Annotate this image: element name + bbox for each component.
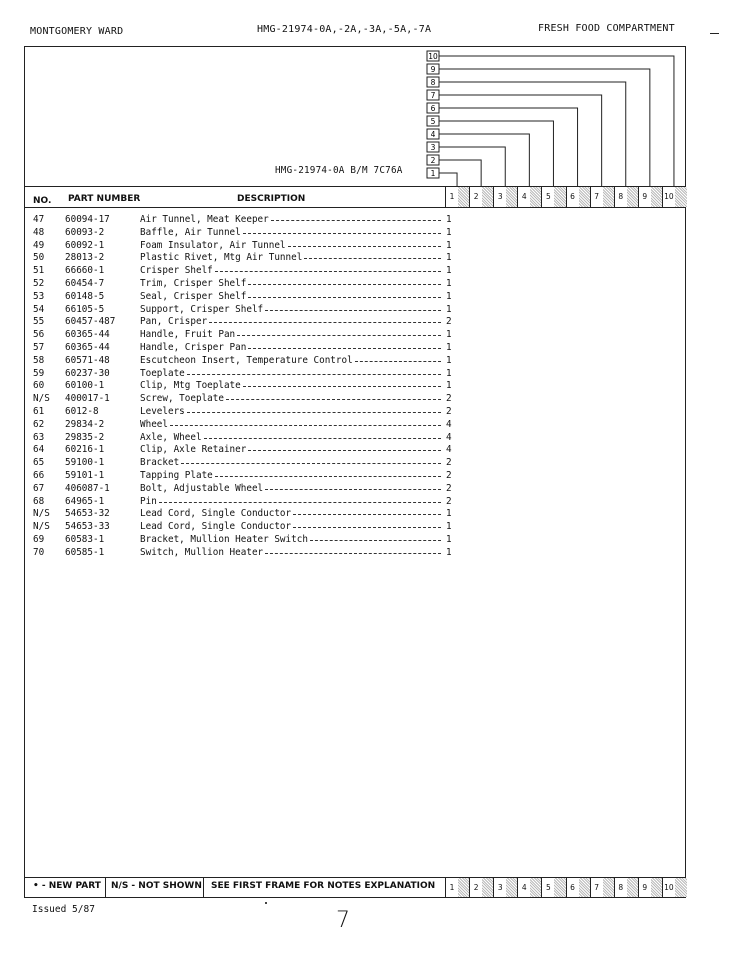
dash-leader [248,297,441,298]
footer-model-cell-label: 6 [570,883,575,892]
row-number: 47 [33,214,45,225]
header-model-numbers: HMG-21974-0A,-2A,-3A,-5A,-7A [257,24,432,35]
header-model-cell-label: 1 [449,192,455,201]
row-quantity: 2 [446,393,452,405]
model-label: HMG-21974-0A B/M 7C76A [275,165,403,176]
footer-model-cell [662,878,686,897]
footer-model-cell [590,878,614,897]
header-section-title: FRESH FOOD COMPARTMENT [538,23,675,34]
row-part-number: 60216-1 [65,444,105,456]
dash-leader [293,527,441,528]
dash-leader [226,399,441,400]
legend-not-shown: N/S - NOT SHOWN [111,881,202,891]
model-leader-line [439,69,650,186]
row-quantity: 1 [446,226,452,238]
model-number-label: 10 [428,52,438,61]
col-header-description: DESCRIPTION [237,194,306,204]
footer-model-cell [493,878,517,897]
row-part-number: 59100-1 [65,457,105,469]
row-part-number: 54653-33 [65,521,110,533]
dash-leader [215,476,441,477]
row-quantity: 1 [446,290,452,302]
row-part-number: 406087-1 [65,482,110,494]
row-description: Handle, Fruit Pan [140,329,236,341]
header-model-cell-label: 2 [473,192,479,201]
notes-explanation: SEE FIRST FRAME FOR NOTES EXPLANATION [211,881,436,891]
header-model-cell-label: 3 [497,192,503,201]
row-quantity: 1 [446,508,452,520]
row-description: Foam Insulator, Air Tunnel [140,239,286,251]
row-number: 63 [33,431,45,443]
dash-leader [237,335,441,336]
footer-model-cell-shade [675,878,687,897]
row-description: Lead Cord, Single Conductor [140,521,292,533]
model-number-label: 3 [430,143,436,152]
row-quantity: 1 [446,354,452,366]
row-number: 70 [33,546,45,558]
row-part-number: 60093-2 [65,226,105,238]
row-description: Clip, Axle Retainer [140,444,247,456]
model-number-label: 2 [430,156,436,165]
row-part-number: 60237-30 [65,367,110,379]
row-description: Tapping Plate [140,470,213,481]
header-model-cell-label: 9 [642,192,648,201]
row-description: Trim, Crisper Shelf [140,278,247,289]
row-quantity: 4 [446,431,452,443]
header-model-cell [614,187,638,207]
row-number: N/S [33,521,50,533]
header-bottom-rule [25,207,685,208]
header-model-cell-shade [675,187,687,207]
dash-leader [187,412,441,413]
row-description: Bracket, Mullion Heater Switch [140,534,308,545]
dash-leader [288,246,441,247]
row-description: Pin [140,495,157,507]
row-part-number: 60457-487 [65,316,116,328]
row-number: 54 [33,303,45,315]
row-part-number: 54653-32 [65,508,110,520]
footer-model-cell-label: 10 [664,883,674,892]
row-description: Plastic Rivet, Mtg Air Tunnel [140,252,303,264]
col-header-no: NO. [33,196,52,206]
row-number: N/S [33,508,50,520]
row-part-number: 66660-1 [65,265,105,277]
row-number: 52 [33,278,45,289]
row-number: 60 [33,380,45,392]
corner-dash [710,33,719,34]
row-part-number: 28013-2 [65,252,105,264]
dash-leader [355,361,441,362]
row-part-number: 60365-44 [65,329,110,341]
dash-leader [310,540,441,541]
header-model-cell [638,187,662,207]
dash-leader [248,348,441,349]
row-quantity: 2 [446,406,452,417]
header-model-cell [517,187,541,207]
row-quantity: 1 [446,239,452,251]
footer-model-cell [469,878,493,897]
footer-model-cell-label: 8 [618,883,624,892]
row-number: 66 [33,470,45,481]
header-manufacturer: MONTGOMERY WARD [30,26,124,37]
row-part-number: 29834-2 [65,418,105,430]
dash-leader [243,386,441,387]
row-quantity: 2 [446,316,452,328]
model-footer-cells [445,878,686,897]
row-number: N/S [33,393,50,405]
row-quantity: 1 [446,380,452,392]
row-description: Handle, Crisper Pan [140,342,247,353]
footer-model-cell-label: 7 [594,883,599,892]
dash-leader [265,489,441,490]
model-leader-line [439,121,553,186]
header-model-cell-label: 6 [570,192,575,201]
row-description: Toeplate [140,367,185,379]
model-number-label: 6 [430,104,436,113]
page-number: 7 [336,908,350,933]
row-part-number: 64965-1 [65,495,105,507]
row-description: Switch, Mullion Heater [140,546,264,558]
row-description: Bolt, Adjustable Wheel [140,482,264,494]
footer-model-cell [517,878,541,897]
row-part-number: 60454-7 [65,278,105,289]
row-description: Escutcheon Insert, Temperature Control [140,354,353,366]
header-model-cell-label: 7 [594,192,599,201]
row-part-number: 60583-1 [65,534,105,545]
row-number: 56 [33,329,45,341]
row-part-number: 60585-1 [65,546,105,558]
model-number-label: 4 [430,130,436,139]
header-model-cell [590,187,614,207]
row-part-number: 60094-17 [65,214,110,225]
model-leader-line [439,173,457,186]
row-description: Support, Crisper Shelf [140,303,264,315]
footer-model-cell [614,878,638,897]
header-model-cell [566,187,590,207]
header-model-cell [445,187,469,207]
header-model-cell [662,187,686,207]
model-number-label: 1 [430,169,436,178]
dash-leader [209,322,441,323]
row-number: 51 [33,265,45,277]
row-number: 61 [33,406,45,417]
row-number: 49 [33,239,45,251]
row-number: 69 [33,534,45,545]
model-header-cells [445,187,686,207]
row-part-number: 60365-44 [65,342,110,353]
dash-leader [204,438,441,439]
header-model-cell [541,187,565,207]
dash-leader [304,258,441,259]
dash-leader [248,284,441,285]
row-description: Levelers [140,406,185,417]
row-quantity: 1 [446,546,452,558]
model-number-label: 5 [430,117,436,126]
model-number-label: 7 [430,91,436,100]
dash-leader [248,450,441,451]
dash-leader [159,502,441,503]
header-model-cell-label: 8 [618,192,624,201]
row-number: 67 [33,482,45,494]
footer-model-cell [566,878,590,897]
row-quantity: 1 [446,521,452,533]
model-number-label: 8 [430,78,436,87]
row-quantity: 2 [446,470,452,481]
row-part-number: 66105-5 [65,303,105,315]
row-description: Screw, Toeplate [140,393,224,405]
row-number: 64 [33,444,45,456]
dash-leader [215,271,441,272]
footer-model-cell-label: 5 [546,883,551,892]
row-description: Baffle, Air Tunnel [140,226,241,238]
row-quantity: 2 [446,457,452,469]
row-part-number: 59101-1 [65,470,105,481]
legend-new-part: • - NEW PART [33,881,101,891]
dash-leader [293,514,441,515]
row-description: Air Tunnel, Meat Keeper [140,214,269,225]
footer-band [25,878,685,897]
header-model-cell [493,187,517,207]
header-model-cell [469,187,493,207]
row-quantity: 1 [446,303,452,315]
row-number: 62 [33,418,45,430]
footer-model-cell [445,878,469,897]
row-number: 50 [33,252,45,264]
footer-model-cell-label: 3 [497,883,503,892]
row-part-number: 60092-1 [65,239,105,251]
row-quantity: 1 [446,329,452,341]
header-model-cell-label: 5 [546,192,551,201]
dash-leader [265,310,441,311]
row-quantity: 1 [446,252,452,264]
col-header-part-number: PART NUMBER [68,194,141,204]
dash-leader [181,463,441,464]
issued-date: Issued 5/87 [32,904,95,915]
dash-leader [271,220,441,221]
row-quantity: 4 [446,444,452,456]
dash-leader [187,374,441,375]
row-number: 65 [33,457,45,469]
row-part-number: 60148-5 [65,290,105,302]
dash-leader [170,425,441,426]
row-number: 58 [33,354,45,366]
header-model-cell-label: 10 [664,192,674,201]
row-description: Clip, Mtg Toeplate [140,380,241,392]
row-description: Axle, Wheel [140,431,202,443]
row-number: 55 [33,316,45,328]
row-part-number: 29835-2 [65,431,105,443]
row-part-number: 6012-8 [65,406,99,417]
row-description: Pan, Crisper [140,316,208,328]
row-quantity: 1 [446,534,452,545]
row-number: 53 [33,290,45,302]
parts-list-frame [24,46,686,898]
row-quantity: 2 [446,482,452,494]
row-number: 57 [33,342,45,353]
footer-model-cell-label: 9 [642,883,648,892]
footer-divider-2 [203,878,204,897]
row-quantity: 4 [446,418,452,430]
row-description: Wheel [140,418,168,430]
row-quantity: 1 [446,278,452,289]
row-description: Lead Cord, Single Conductor [140,508,292,520]
row-quantity: 2 [446,495,452,507]
footer-model-cell [638,878,662,897]
footer-model-cell [541,878,565,897]
dash-leader [243,233,441,234]
row-number: 48 [33,226,45,238]
footer-model-cell-label: 4 [521,883,527,892]
row-number: 68 [33,495,45,507]
model-leader-line [439,147,505,186]
header-model-cell-label: 4 [521,192,527,201]
row-quantity: 1 [446,367,452,379]
row-description: Seal, Crisper Shelf [140,290,247,302]
row-number: 59 [33,367,45,379]
footer-model-cell-label: 2 [473,883,479,892]
row-quantity: 1 [446,265,452,277]
row-part-number: 60100-1 [65,380,105,392]
dash-leader [265,553,441,554]
footer-model-cell-label: 1 [449,883,455,892]
dot-mark [265,902,267,904]
row-quantity: 1 [446,342,452,353]
row-description: Bracket [140,457,180,469]
footer-divider-1 [105,878,106,897]
model-number-label: 9 [430,65,436,74]
row-part-number: 400017-1 [65,393,110,405]
row-quantity: 1 [446,214,452,225]
row-part-number: 60571-48 [65,354,110,366]
row-description: Crisper Shelf [140,265,213,277]
